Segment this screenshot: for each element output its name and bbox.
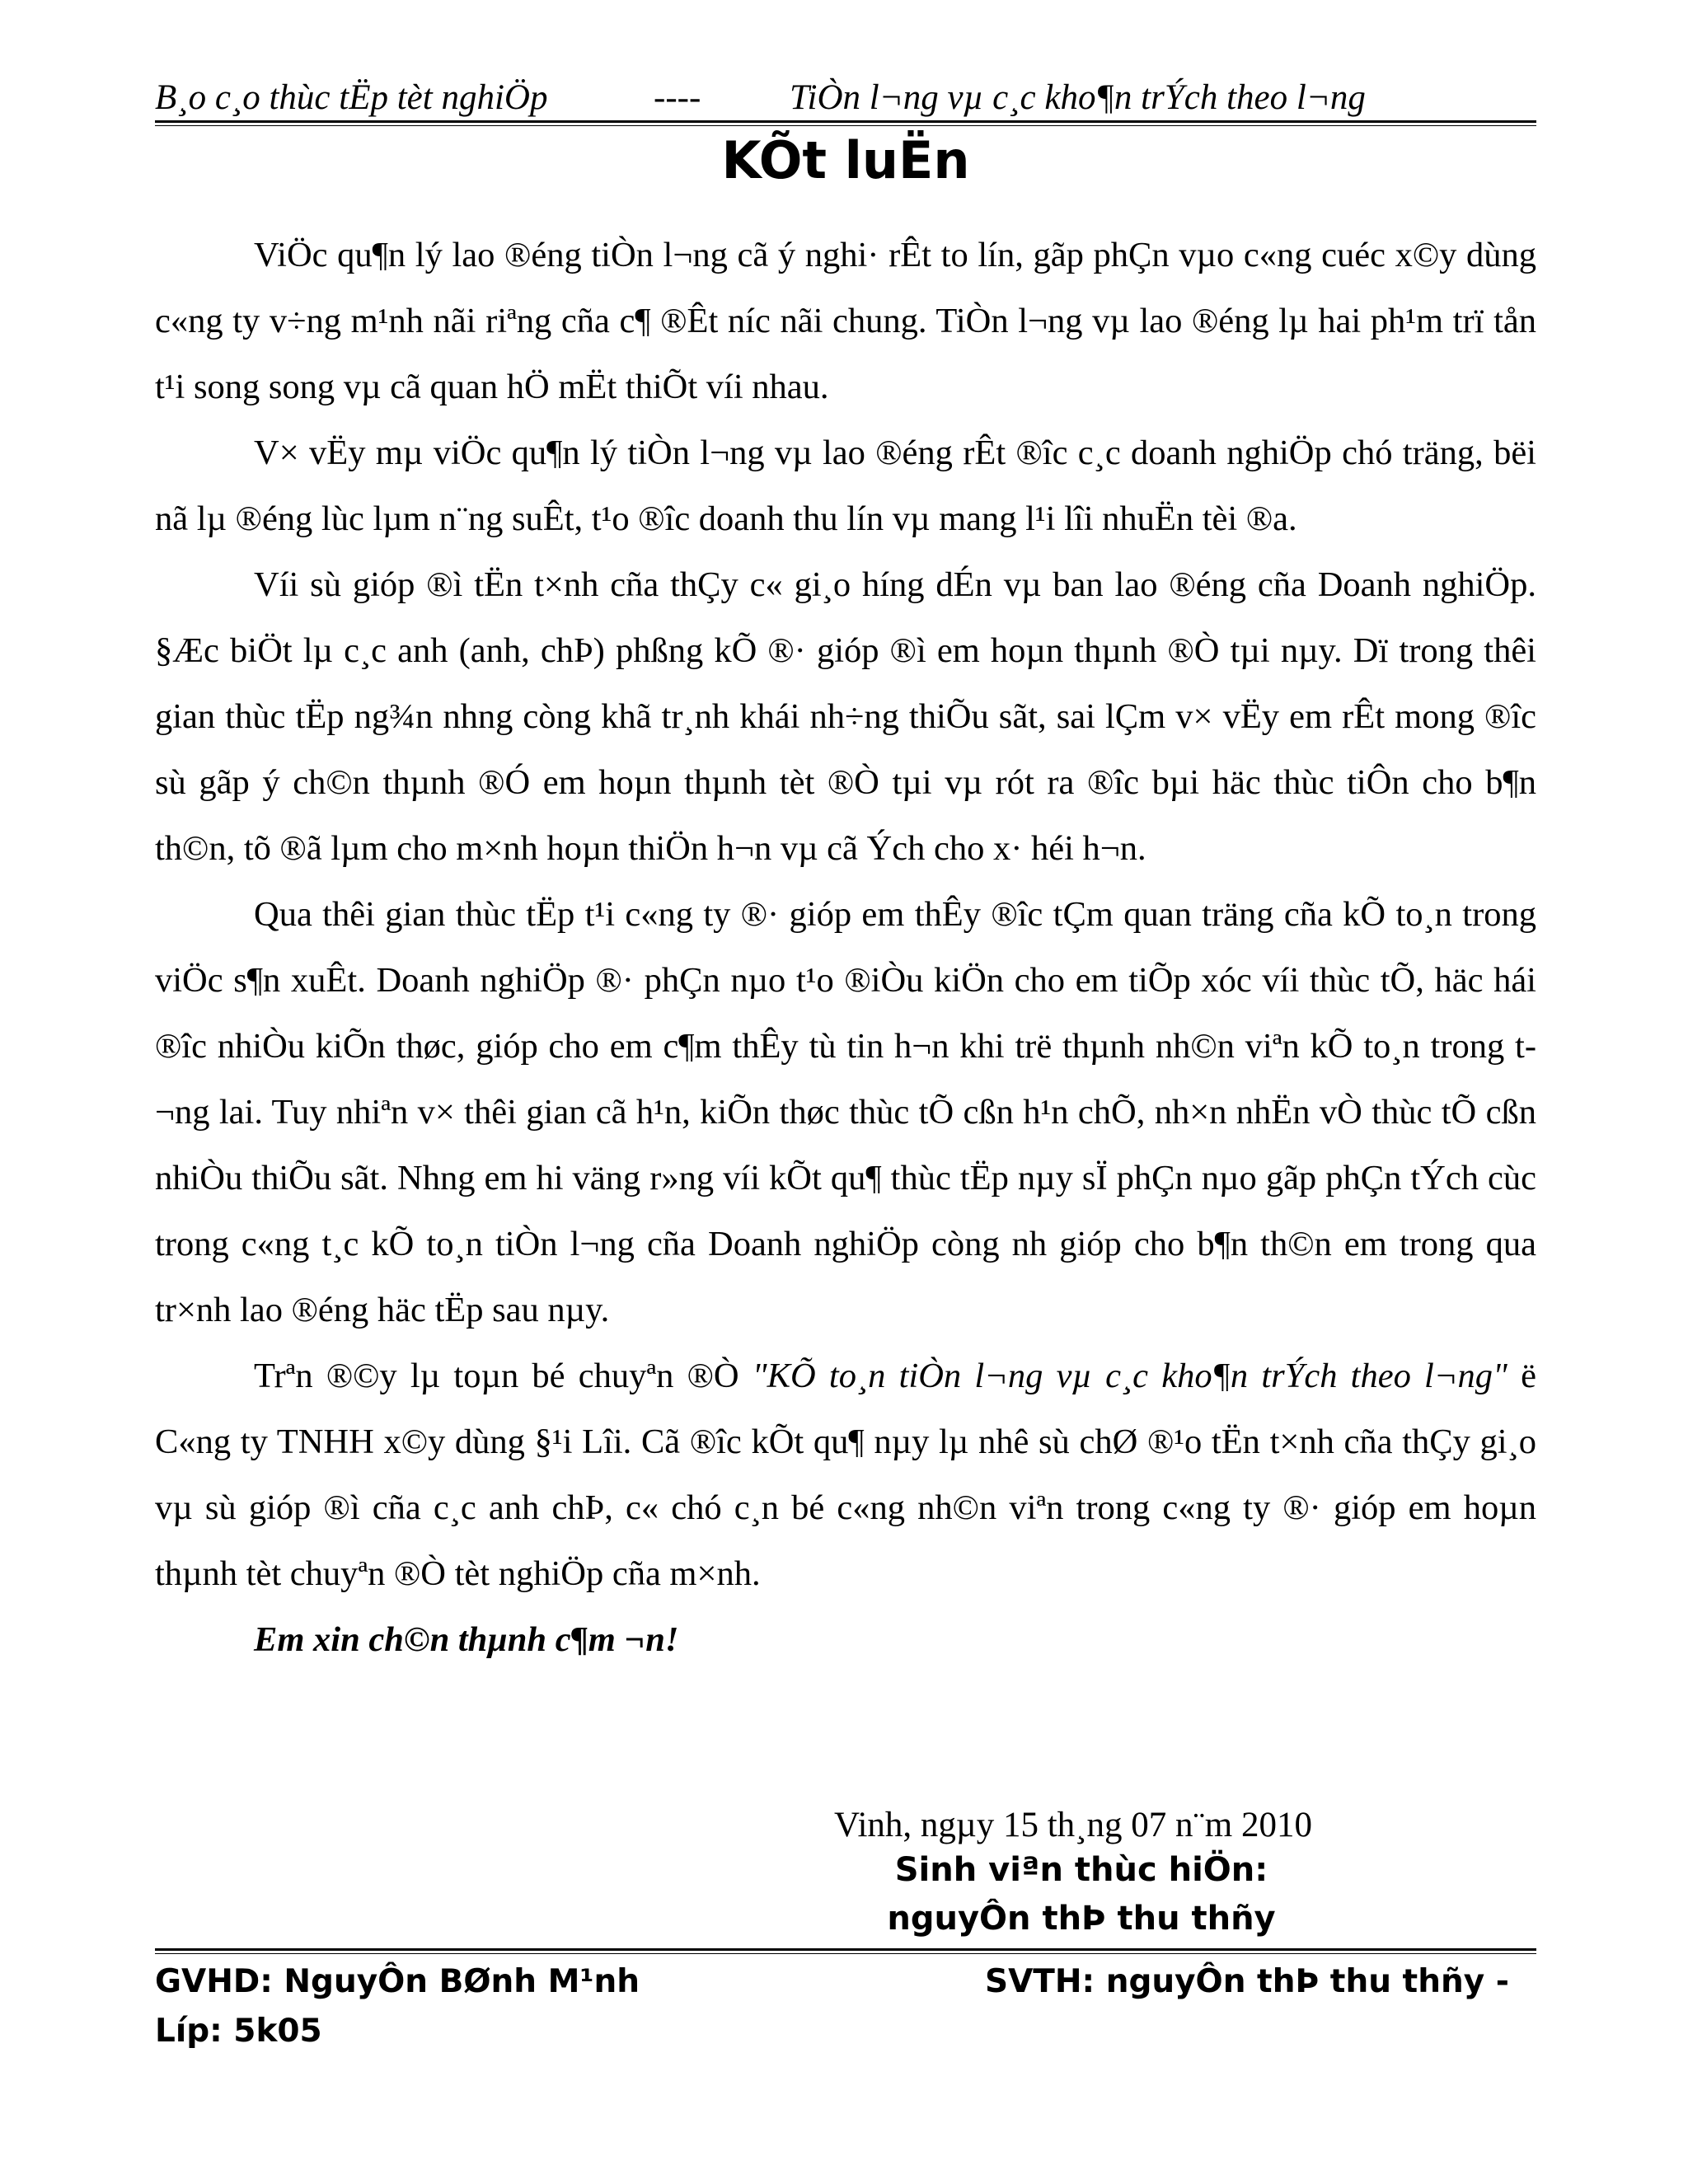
paragraph-final [155,1343,1536,1607]
header-rule-thin [155,125,1536,126]
header-report-title: B¸o c¸o thùc tËp tèt nghiÖp [155,78,548,117]
header-topic: TiÒn l¬ng vµ c¸c kho¶n trÝch theo l¬ng [790,78,1366,117]
footer-rule [155,1948,1536,1951]
paragraph: ViÖc qu¶n lý lao ®éng tiÒn l¬ng cã ý nghi· rÊt to lín, gãp phÇn vµo c«ng cuéc x©y dùng c«ng ty v÷ng m¹nh nãi riªng cña c¶ ®Êt níc nãi chung. TiÒn l¬ng vµ lao ®éng lµ hai ph¹m trï tån t¹i song song vµ cã quan hÖ mËt thiÕt víi nhau. [155,236,1536,406]
conclusion-body [155,223,1536,1673]
page-title: KÕt luËn [721,130,970,190]
paragraph: Víi sù gióp ®ì tËn t×nh cña thÇy c« gi¸o híng dÉn vµ ban lao ®éng cña Doanh nghiÖp. §Æc biÖt lµ c¸c anh (anh, chÞ) phßng kÕ ®· gióp ®ì em hoµn thµnh ®Ò tµi nµy. Dï trong thêi gian thùc tËp ng¾n nhng còng khã tr¸nh khái nh÷ng thiÕu sãt, sai lÇm v× vËy em rÊt mong ®îc sù gãp ý ch©n thµnh ®Ó em hoµn thµnh tèt ®Ò tµi vµ rót ra ®îc bµi häc thùc tiÔn cho b¶n th©n, tõ ®ã lµm cho m×nh hoµn thiÖn h¬n vµ cã Ých cho x· héi h¬n. [155,565,1536,868]
paragraph: V× vËy mµ viÖc qu¶n lý tiÒn l¬ng vµ lao ®éng rÊt ®îc c¸c doanh nghiÖp chó träng, bëi nã lµ ®éng lùc lµm n¨ng suÊt, t¹o ®îc doanh thu lín vµ mang l¹i lîi nhuËn tèi ®a. [155,434,1536,538]
paragraph: Qua thêi gian thùc tËp t¹i c«ng ty ®· gióp em thÊy ®îc tÇm quan träng cña kÕ to¸n trong viÖc s¶n xuÊt. Doanh nghiÖp ®· phÇn nµo t¹o ®iÒu kiÖn cho em tiÕp xóc víi thùc tÕ, häc hái ®îc nhiÒu kiÕn thøc, gióp cho em c¶m thÊy tù tin h¬n khi trë thµnh nh©n viªn kÕ to¸n trong t¬ng lai. Tuy nhiªn v× thêi gian cã h¹n, kiÕn thøc thùc tÕ cßn h¹n chÕ, nh×n nhËn vÒ thùc tÕ cßn nhiÒu thiÕu sãt. Nhng em hi väng r»ng víi kÕt qu¶ thùc tËp nµy sÏ phÇn nµo gãp phÇn tÝch cùc trong c«ng t¸c kÕ to¸n tiÒn l¬ng cña Doanh nghiÖp còng nh gióp cho b¶n th©n em trong qua tr×nh lao ®éng häc tËp sau nµy. [155,895,1536,1329]
signature-name: nguyÔn thÞ thu thñy [887,1900,1276,1938]
footer-student: SVTH: nguyÔn thÞ thu thñy - [985,1963,1509,2000]
final-pre: Trªn ®©y lµ toµn bé chuyªn ®Ò [254,1357,753,1395]
footer-class: Líp: 5k05 [155,2013,322,2050]
header-rule [155,120,1536,123]
thanks-line: Em xin ch©n thµnh c¶m ¬n! [254,1620,679,1659]
footer-supervisor: GVHD: NguyÔn BØnh M¹nh [155,1963,640,2000]
header-separator: ---- [654,78,701,117]
signature-role: Sinh viªn thùc hiÖn: [894,1851,1268,1889]
topic-quote: "KÕ to¸n tiÒn l¬ng vµ c¸c kho¶n trÝch theo l¬ng" [752,1357,1507,1395]
final-post: ë C«ng ty TNHH x©y dùng §¹i Lîi. Cã ®îc kÕt qu¶ nµy lµ nhê sù chØ ®¹o tËn t×nh cña thÇy gi¸o vµ sù gióp ®ì cña c¸c anh chÞ, c« chó c¸n bé c«ng nh©n viªn trong c«ng ty ®· gióp em hoµn thµnh tèt chuyªn ®Ò tèt nghiÖp cña m×nh. [155,1357,1536,1593]
footer-rule-thin [155,1953,1536,1954]
signature-date: Vinh, ngµy 15 th¸ng 07 n¨m 2010 [834,1806,1312,1844]
